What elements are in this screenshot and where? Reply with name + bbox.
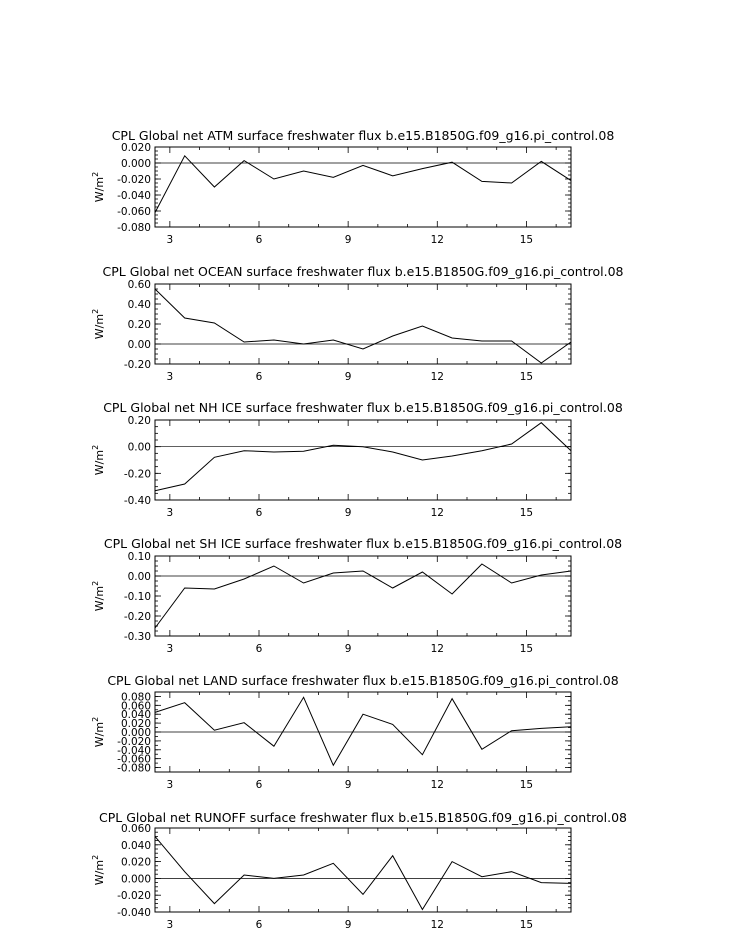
x-tick-label: 9 <box>344 643 352 655</box>
plot-frame <box>155 147 571 227</box>
x-tick-label: 6 <box>255 779 263 791</box>
y-tick-label: 0.40 <box>127 299 151 311</box>
x-tick-label: 9 <box>344 234 352 246</box>
y-tick-label: 0.060 <box>120 823 151 835</box>
x-tick-label: 6 <box>255 234 263 246</box>
plot-frame <box>155 556 571 636</box>
x-tick-label: 9 <box>344 507 352 519</box>
chart-panel-3 <box>91 400 623 519</box>
x-tick-label: 15 <box>519 234 534 246</box>
x-tick-label: 15 <box>519 643 534 655</box>
y-tick-label: 0.00 <box>127 571 151 583</box>
y-axis-label: $W/m^2$ <box>91 854 106 886</box>
plot-frame <box>155 284 571 364</box>
x-tick-label: 6 <box>255 371 263 383</box>
x-tick-label: 12 <box>430 507 444 519</box>
y-tick-label: 0.00 <box>127 339 151 351</box>
x-tick-label: 3 <box>166 779 174 791</box>
y-tick-label: 0.000 <box>120 727 151 739</box>
series-line <box>155 836 571 909</box>
chart-panel-5 <box>91 673 619 791</box>
y-tick-label: 0.20 <box>127 415 151 427</box>
y-tick-label: 0.020 <box>120 718 151 731</box>
x-tick-label: 3 <box>166 507 174 519</box>
y-tick-label: 0.080 <box>120 691 151 704</box>
chart-title: CPL Global net SH ICE surface freshwater flux b.e15.B1850G.f09_g16.pi_control.08 <box>103 536 623 551</box>
chart-panel-2 <box>91 264 624 383</box>
y-tick-label: 0.000 <box>120 873 151 886</box>
x-tick-label: 12 <box>430 779 444 791</box>
x-tick-label: 12 <box>430 643 444 655</box>
y-tick-label: 0.000 <box>120 158 151 170</box>
y-tick-label: -0.20 <box>123 468 151 481</box>
y-tick-label: 0.10 <box>127 551 151 563</box>
series-line <box>155 289 571 363</box>
chart-title: CPL Global net NH ICE surface freshwater flux b.e15.B1850G.f09_g16.pi_control.08 <box>103 400 623 415</box>
x-tick-label: 6 <box>255 643 263 655</box>
y-tick-label: -0.40 <box>123 495 151 507</box>
x-tick-label: 9 <box>344 919 352 931</box>
y-tick-label: 0.020 <box>120 142 151 154</box>
chart-title: CPL Global net OCEAN surface freshwater flux b.e15.B1850G.f09_g16.pi_control.08 <box>102 264 624 279</box>
y-tick-label: -0.020 <box>117 735 151 748</box>
y-tick-label: 0.060 <box>120 700 151 713</box>
y-axis-label: $W/m^2$ <box>91 580 106 612</box>
y-tick-label: -0.080 <box>117 762 151 775</box>
y-tick-label: -0.060 <box>117 206 151 218</box>
y-axis-label: $W/m^2$ <box>91 308 106 340</box>
x-tick-label: 12 <box>430 234 444 246</box>
y-tick-label: -0.30 <box>123 631 151 643</box>
y-tick-label: 0.020 <box>120 856 151 869</box>
chart-title: CPL Global net RUNOFF surface freshwater flux b.e15.B1850G.f09_g16.pi_control.08 <box>99 810 627 825</box>
y-axis-label: $W/m^2$ <box>91 716 106 748</box>
x-tick-label: 12 <box>430 371 444 383</box>
series-line <box>155 697 571 765</box>
y-tick-label: -0.020 <box>117 174 151 186</box>
x-tick-label: 15 <box>519 919 534 931</box>
x-tick-label: 3 <box>166 371 174 383</box>
x-tick-label: 15 <box>519 507 534 519</box>
series-line <box>155 156 571 213</box>
y-tick-label: -0.040 <box>117 907 151 919</box>
chart-title: CPL Global net ATM surface freshwater flux b.e15.B1850G.f09_g16.pi_control.08 <box>111 128 615 143</box>
series-line <box>155 564 571 628</box>
y-tick-label: 0.60 <box>127 279 151 291</box>
chart-panel-6 <box>91 810 627 931</box>
x-tick-label: 15 <box>519 779 534 791</box>
x-tick-label: 6 <box>255 919 263 931</box>
y-tick-label: 0.20 <box>127 319 151 331</box>
x-tick-label: 12 <box>430 919 444 931</box>
y-tick-label: 0.040 <box>120 709 151 722</box>
y-tick-label: -0.040 <box>117 744 151 757</box>
x-tick-label: 3 <box>166 234 174 246</box>
x-tick-label: 3 <box>166 643 174 655</box>
y-tick-label: -0.20 <box>123 611 151 623</box>
y-tick-label: -0.10 <box>123 591 151 603</box>
x-tick-label: 15 <box>519 371 534 383</box>
y-tick-label: 0.00 <box>127 441 151 454</box>
x-tick-label: 9 <box>344 779 352 791</box>
y-tick-label: -0.20 <box>123 359 151 371</box>
plot-frame <box>155 828 571 912</box>
x-tick-label: 6 <box>255 507 263 519</box>
chart-panel-4 <box>91 536 622 655</box>
chart-title: CPL Global net LAND surface freshwater flux b.e15.B1850G.f09_g16.pi_control.08 <box>107 673 619 688</box>
chart-panel-1 <box>91 128 614 246</box>
y-tick-label: -0.040 <box>117 190 151 202</box>
y-tick-label: -0.080 <box>117 222 151 234</box>
x-tick-label: 3 <box>166 919 174 931</box>
y-tick-label: -0.020 <box>117 890 151 903</box>
series-line <box>155 423 571 491</box>
y-axis-label: $W/m^2$ <box>91 171 106 203</box>
y-axis-label: $W/m^2$ <box>91 444 106 476</box>
plot-frame <box>155 420 571 500</box>
y-tick-label: -0.060 <box>117 753 151 766</box>
y-tick-label: 0.040 <box>120 839 151 852</box>
x-tick-label: 9 <box>344 371 352 383</box>
